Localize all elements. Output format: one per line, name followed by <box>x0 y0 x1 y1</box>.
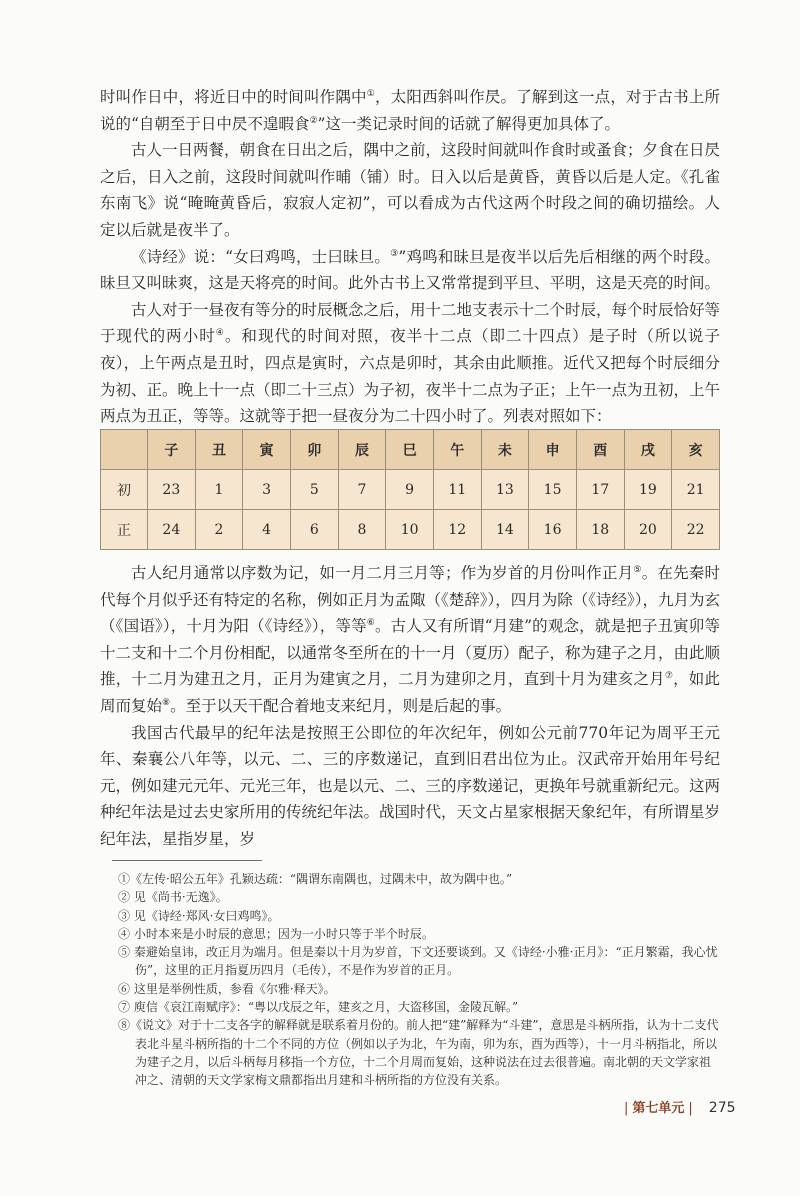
hour-cell: 22 <box>672 510 720 550</box>
row-label-cell: 正 <box>101 510 148 550</box>
footnote-item: ⑧《说文》对于十二支各字的解释就是联系着月份的。前人把“建”解释为“斗建”，意思是斗柄所指，认为十二支代表北斗星斗柄所指的十二个不同的方位（例如以子为北，午为南，卯为东，酉为西等），十一月斗柄指北，所以为建子之月，以后斗柄每月移指一个方位，十二个月周而复始，这种说法在过去很普遍。南北朝的天文学家祖冲之、清朝的天文学家梅文鼎都指出月建和斗柄所指的方位没有关系。 <box>118 1018 719 1088</box>
footnote-item: ② 见《尚书·无逸》。 <box>118 890 228 905</box>
hour-cell: 10 <box>386 510 434 550</box>
footnote-marker: ② <box>309 115 318 126</box>
footnote-marker: ⑥ <box>366 618 376 629</box>
text-run: ”这一类记录时间的话就了解得更加具体了。 <box>317 114 620 133</box>
hour-cell: 9 <box>386 470 434 510</box>
footnote-marker: ⑤ <box>633 564 642 575</box>
branch-header-cell: 子 <box>148 430 196 470</box>
table-row-chu <box>101 470 720 510</box>
row-label-cell: 初 <box>101 470 148 510</box>
text-run: ”鸡鸣和昧旦是夜半以后先后相继的两个时段。昧旦又叫昧爽，这是天将亮的时间。此外古书上又常常提到平旦、平明，这是天亮的时间。 <box>100 247 721 293</box>
hour-cell: 5 <box>290 470 338 510</box>
paragraph-p1 <box>100 137 720 243</box>
hour-cell: 21 <box>672 470 720 510</box>
footnote-item: ④ 小时本来是小时辰的意思；因为一小时只等于半个时辰。 <box>118 926 434 941</box>
paragraph-p4 <box>100 560 720 720</box>
text-run: 古人一日两餐，朝食在日出之后，隅中之前，这段时间就叫作食时或蚤食；夕食在日昃之后，日入之前，这段时间就叫作晡（铺）时。日入以后是黄昏，黄昏以后是人定。《孔雀东南飞》说“晻晻黄昏后，寂寂人定初”，可以看成为古代这两个时段之间的确切描绘。人定以后就是夜半了。 <box>100 141 721 239</box>
hour-cell: 18 <box>576 510 624 550</box>
hour-cell: 6 <box>290 510 338 550</box>
body-text-bottom <box>100 560 720 853</box>
footnote-item: ③ 见《诗经·郑风·女曰鸡鸣》。 <box>118 908 280 923</box>
footnote-marker: ⑦ <box>664 671 674 682</box>
footnote-item: ⑦ 庾信《哀江南赋序》：“粤以戊辰之年，建亥之月，大盗移国，金陵瓦解。” <box>118 1000 519 1015</box>
text-run: 。古人又有所谓“月建”的观念，就是把子丑寅卯等十二支和十二个月份相配，以通常冬至所在的十一月（夏历）配子，称为建子之月，由此顺推，十二月为建丑之月，正月为建寅之月，二月为建卯之月，直到十月为建亥之月 <box>100 617 721 689</box>
footnote-marker: ① <box>366 88 375 99</box>
footnotes <box>118 870 720 1090</box>
paragraph-p3 <box>100 297 720 430</box>
table-corner-cell <box>101 430 148 470</box>
branch-header-cell: 丑 <box>195 430 243 470</box>
text-run: 《诗经》说：“女曰鸡鸣，士曰昧旦。 <box>131 247 391 266</box>
hour-cell: 20 <box>624 510 672 550</box>
branch-header-cell: 戌 <box>624 430 672 470</box>
text-run: ，如此周而复始 <box>100 670 720 715</box>
footnote-divider <box>112 860 262 861</box>
hour-cell: 15 <box>529 470 577 510</box>
body-text-top <box>100 84 720 430</box>
page-footer <box>620 1097 736 1117</box>
hour-cell: 11 <box>433 470 481 510</box>
text-run: 时叫作日中，将近日中的时间叫作隅中 <box>100 88 367 106</box>
footnote-marker: ④ <box>215 328 225 339</box>
branch-header-cell: 卯 <box>290 430 338 470</box>
hour-cell: 3 <box>243 470 291 510</box>
hour-cell: 12 <box>433 510 481 550</box>
hour-cell: 24 <box>148 510 196 550</box>
paragraph-p0 <box>100 84 720 137</box>
unit-label: 第七单元 <box>632 1101 685 1116</box>
footnote-item: ①《左传·昭公五年》孔颖达疏：“隅谓东南隅也，过隅未中，故为隅中也。” <box>118 872 513 886</box>
text-run: 。和现代的时间对照，夜半十二点（即二十四点）是子时（所以说子夜），上午两点是丑时，四点是寅时，六点是卯时，其余由此顺推。近代又把每个时辰细分为初、正。晚上十一点（即二十三点）为子初，夜半十二点为子正；上午一点为丑初，上午两点为丑正，等等。这就等于把一昼夜分为二十四小时了。列表对照如下： <box>100 327 721 426</box>
hour-cell: 16 <box>529 510 577 550</box>
text-run: 古人对于一昼夜有等分的时辰概念之后，用十二地支表示十二个时辰，每个时辰恰好等于现代的两小时 <box>100 300 721 346</box>
hour-cell: 19 <box>624 470 672 510</box>
table-header-row <box>101 430 720 470</box>
paragraph-p5 <box>100 720 720 853</box>
page-number: 275 <box>708 1100 736 1116</box>
footer-bar: | <box>688 1101 693 1116</box>
text-run: 。至于以天干配合着地支来纪月，则是后起的事。 <box>170 696 512 715</box>
branch-header-cell: 巳 <box>386 430 434 470</box>
branch-header-cell: 辰 <box>338 430 386 470</box>
hour-cell: 2 <box>195 510 243 550</box>
text-run: 我国古代最早的纪年法是按照王公即位的年次纪年，例如公元前770年记为周平王元年、秦襄公八年等，以元、二、三的序数递记，直到旧君出位为止。汉武帝开始用年号纪元，例如建元元年、元光三年，也是以元、二、三的序数递记，更换年号就重新纪元。这两种纪年法是过去史家所用的传统纪年法。战国时代，天文占星家根据天象纪年，有所谓星岁纪年法，星指岁星，岁 <box>100 723 721 848</box>
earthly-branches-hour-table <box>100 429 720 550</box>
footnote-marker: ⑧ <box>162 697 171 708</box>
hour-cell: 1 <box>195 470 243 510</box>
text-run: ，太阳西斜叫作昃。了解到这一点，对于古书上所说的“自朝至于日中昃不遑暇食 <box>100 88 720 133</box>
footer-bar: | <box>624 1101 629 1116</box>
paragraph-p2 <box>100 244 720 297</box>
branch-header-cell: 酉 <box>576 430 624 470</box>
hour-cell: 13 <box>481 470 529 510</box>
branch-header-cell: 午 <box>433 430 481 470</box>
branch-header-cell: 寅 <box>243 430 291 470</box>
branch-header-cell: 亥 <box>672 430 720 470</box>
hour-cell: 17 <box>576 470 624 510</box>
hour-cell: 14 <box>481 510 529 550</box>
table-row-zheng <box>101 510 720 550</box>
footnote-item: ⑥ 这里是举例性质，参看《尔雅·释天》。 <box>118 981 336 996</box>
footnote-item: ⑤ 秦避始皇讳，改正月为端月。但是秦以十月为岁首，下文还要谈到。又《诗经·小雅·正月》：“正月繁霜，我心忧伤”，这里的正月指夏历四月（毛传），不是作为岁首的正月。 <box>118 945 718 978</box>
text-run: 。在先秦时代每个月似乎还有特定的名称，例如正月为孟陬（《楚辞》），四月为除（《诗经》），九月为玄（《国语》），十月为阳（《诗经》），等等 <box>100 564 721 636</box>
hour-cell: 7 <box>338 470 386 510</box>
hour-cell: 8 <box>338 510 386 550</box>
hour-cell: 4 <box>243 510 291 550</box>
footnote-marker: ③ <box>390 248 399 259</box>
branch-header-cell: 申 <box>529 430 577 470</box>
branch-header-cell: 未 <box>481 430 529 470</box>
text-run: 古人纪月通常以序数为记，如一月二月三月等；作为岁首的月份叫作正月 <box>131 564 634 582</box>
hour-cell: 23 <box>148 470 196 510</box>
